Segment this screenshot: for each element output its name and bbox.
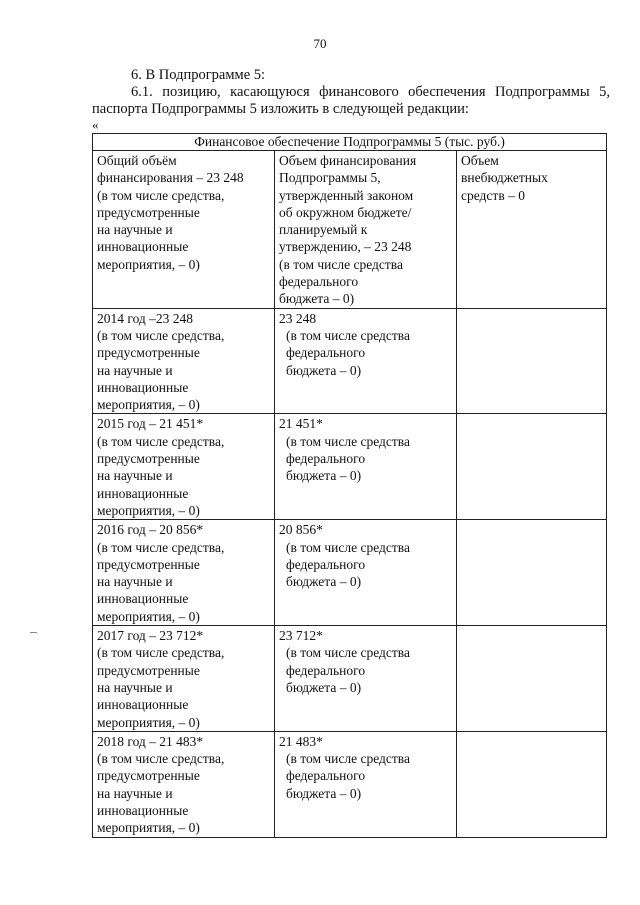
cell-line: федерального (286, 451, 366, 467)
cell-line: бюджета – 0) (286, 362, 362, 378)
year-extrabudget-cell (457, 731, 607, 837)
cell-line: мероприятия, – 0) (97, 502, 200, 518)
cell-line: инновационные (97, 485, 189, 501)
year-budget-cell (275, 308, 457, 414)
year-total-cell (93, 414, 275, 520)
cell-line: мероприятия, – 0) (97, 256, 200, 272)
cell-line: об окружном бюджете/ (279, 204, 412, 220)
table-row (93, 520, 607, 626)
opening-quote: « (92, 117, 99, 132)
cell-line: на научные и (97, 679, 173, 695)
paragraph-line-2: паспорта Подпрограммы 5 изложить в следующей редакции: (92, 101, 469, 117)
cell-line: на научные и (97, 574, 173, 590)
header-extrabudget-cell (457, 151, 607, 309)
year-extrabudget-cell (457, 520, 607, 626)
cell-line: 2018 год – 21 483* (97, 733, 204, 749)
year-total-cell (93, 731, 275, 837)
cell-line: (в том числе средства, (97, 187, 225, 203)
cell-line: инновационные (97, 697, 189, 713)
cell-line: (в том числе средства, (97, 433, 225, 449)
cell-line: (в том числе средства, (97, 751, 225, 767)
year-budget-cell (275, 520, 457, 626)
cell-line: (в том числе средства (286, 751, 410, 767)
table-caption: Финансовое обеспечение Подпрограммы 5 (тыс. руб.) (93, 134, 607, 151)
cell-line: федерального (279, 274, 359, 290)
cell-line: (в том числе средства, (97, 327, 225, 343)
cell-line: (в том числе средства (286, 327, 410, 343)
cell-line: на научные и (97, 362, 173, 378)
scan-margin-mark (30, 632, 37, 633)
year-extrabudget-cell (457, 626, 607, 732)
cell-line: инновационные (97, 802, 189, 818)
cell-line: инновационные (97, 591, 189, 607)
cell-line: мероприятия, – 0) (97, 820, 200, 836)
cell-line: федерального (286, 662, 366, 678)
cell-line: предусмотренные (97, 345, 200, 361)
cell-line: предусмотренные (97, 556, 200, 572)
year-extrabudget-cell (457, 414, 607, 520)
cell-line: 2015 год – 21 451* (97, 416, 204, 432)
year-total-cell (93, 308, 275, 414)
year-total-cell (93, 520, 275, 626)
cell-line: финансирования – 23 248 (97, 170, 244, 186)
cell-line: (в том числе средства, (97, 539, 225, 555)
cell-line: федерального (286, 345, 366, 361)
table-row (93, 626, 607, 732)
cell-line: 21 483* (279, 733, 323, 749)
cell-line: мероприятия, – 0) (97, 608, 200, 624)
table-row (93, 731, 607, 837)
cell-line: Общий объём (97, 153, 177, 168)
cell-line: 2017 год – 23 712* (97, 628, 204, 644)
header-budget-cell (275, 151, 457, 309)
cell-line: 23 248 (279, 310, 317, 326)
cell-line: инновационные (97, 379, 189, 395)
paragraph-line-1: 6.1. позицию, касающуюся финансового обеспечения Подпрограммы 5, (131, 84, 610, 100)
page-number: 70 (313, 36, 327, 51)
cell-line: 21 451* (279, 416, 323, 432)
year-budget-cell (275, 626, 457, 732)
year-total-cell (93, 626, 275, 732)
cell-line: планируемый к (279, 222, 368, 238)
cell-line: (в том числе средства, (97, 645, 225, 661)
cell-line: на научные и (97, 785, 173, 801)
cell-line: (в том числе средства (286, 539, 410, 555)
cell-line: 23 712* (279, 628, 323, 644)
cell-line: бюджета – 0) (286, 679, 362, 695)
cell-line: бюджета – 0) (286, 468, 362, 484)
cell-line: федерального (286, 556, 366, 572)
table-caption-row (93, 134, 607, 151)
year-budget-cell (275, 731, 457, 837)
year-budget-cell (275, 414, 457, 520)
cell-line: предусмотренные (97, 768, 200, 784)
cell-line: предусмотренные (97, 204, 200, 220)
cell-line: 20 856* (279, 522, 323, 538)
cell-line: (в том числе средства (279, 256, 403, 272)
section-heading: 6. В Подпрограмме 5: (131, 67, 266, 83)
year-extrabudget-cell (457, 308, 607, 414)
cell-line: на научные и (97, 222, 173, 238)
cell-line: 2014 год –23 248 (97, 310, 194, 326)
cell-line: утвержденный законом (279, 187, 414, 203)
table-row (93, 308, 607, 414)
table-row (93, 414, 607, 520)
cell-line: 2016 год – 20 856* (97, 522, 204, 538)
cell-line: (в том числе средства (286, 645, 410, 661)
cell-line: Подпрограммы 5, (279, 170, 381, 186)
cell-line: Объем (461, 153, 499, 168)
cell-line: внебюджетных (461, 170, 548, 186)
cell-line: мероприятия, – 0) (97, 714, 200, 730)
cell-line: мероприятия, – 0) (97, 397, 200, 413)
header-total-cell (93, 151, 275, 309)
cell-line: бюджета – 0) (279, 291, 355, 307)
cell-line: (в том числе средства (286, 433, 410, 449)
cell-line: бюджета – 0) (286, 574, 362, 590)
cell-line: средств – 0 (461, 187, 525, 203)
cell-line: инновационные (97, 239, 189, 255)
cell-line: предусмотренные (97, 662, 200, 678)
financing-table (92, 133, 607, 838)
cell-line: утверждению, – 23 248 (279, 239, 412, 255)
cell-line: федерального (286, 768, 366, 784)
cell-line: бюджета – 0) (286, 785, 362, 801)
table-header-row (93, 151, 607, 309)
cell-line: Объем финансирования (279, 153, 417, 168)
cell-line: предусмотренные (97, 451, 200, 467)
cell-line: на научные и (97, 468, 173, 484)
